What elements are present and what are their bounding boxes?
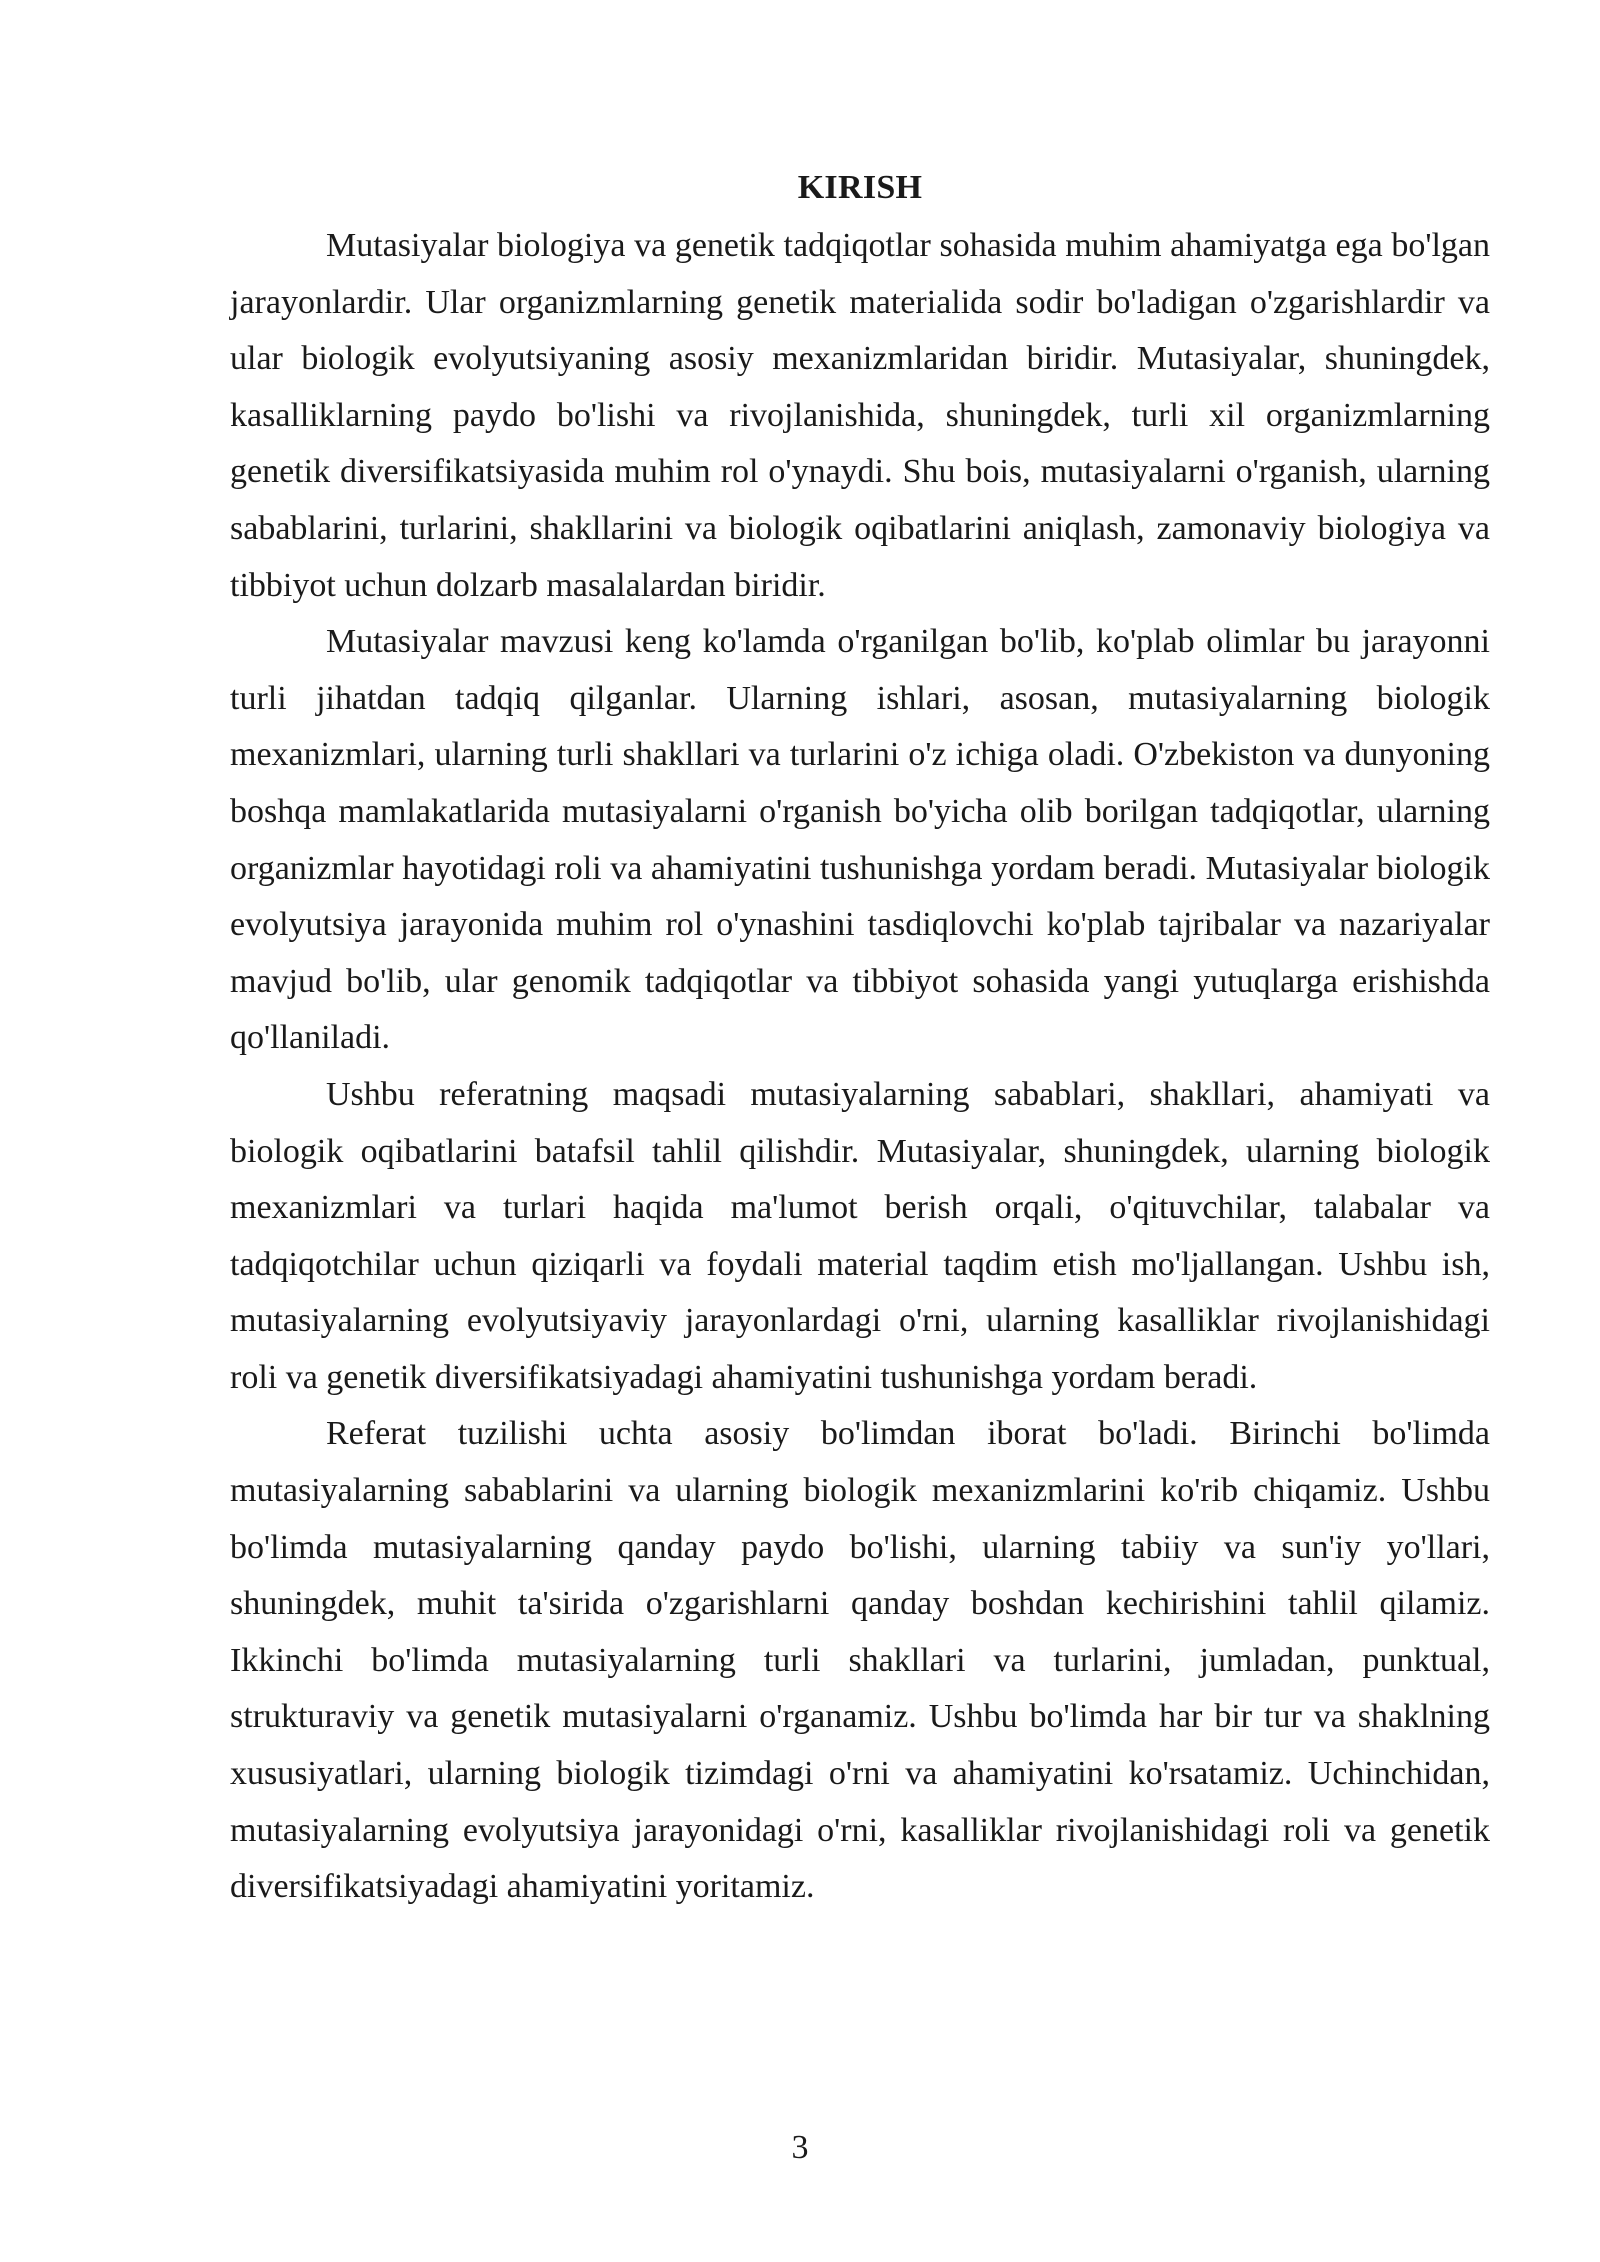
paragraph-1: Mutasiyalar biologiya va genetik tadqiqotlar sohasida muhim ahamiyatga ega bo'lgan jarayonlardir. Ular organizmlarning genetik materialida sodir bo'ladigan o'zgarishlardir va ular biologik evolyutsiyaning asosiy mexanizmlaridan biridir. Mutasiyalar, shuningdek, kasalliklarning paydo bo'lishi va rivojlanishida, shuningdek, turli xil organizmlarning genetik diversifikatsiyasida muhim rol o'ynaydi. Shu bois, mutasiyalarni o'rganish, ularning sabablarini, turlarini, shakllarini va biologik oqibatlarini aniqlash, zamonaviy biologiya va tibbiyot uchun dolzarb masalalardan biridir. xyxy=(230,227,1490,604)
page-title: KIRISH xyxy=(797,169,923,206)
page-number: 3 xyxy=(791,2129,809,2166)
paragraph-3: Ushbu referatning maqsadi mutasiyalarning sabablari, shakllari, ahamiyati va biologik oqibatlarini batafsil tahlil qilishdir. Mutasiyalar, shuningdek, ularning biologik mexanizmlari va turlari haqida ma'lumot berish orqali, o'qituvchilar, talabalar va tadqiqotchilar uchun qiziqarli va foydali material taqdim etish mo'ljallangan. Ushbu ish, mutasiyalarning evolyutsiyaviy jarayonlardagi o'rni, ularning kasalliklar rivojlanishidagi roli va genetik diversifikatsiyadagi ahamiyatini tushunishga yordam beradi. xyxy=(230,1075,1490,1396)
paragraph-2: Mutasiyalar mavzusi keng ko'lamda o'rganilgan bo'lib, ko'plab olimlar bu jarayonni turli jihatdan tadqiq qilganlar. Ularning ishlari, asosan, mutasiyalarning biologik mexanizmlari, ularning turli shakllari va turlarini o'z ichiga oladi. O'zbekiston va dunyoning boshqa mamlakatlarida mutasiyalarni o'rganish bo'yicha olib borilgan tadqiqotlar, ularning organizmlar hayotidagi roli va ahamiyatini tushunishga yordam beradi. Mutasiyalar biologik evolyutsiya jarayonida muhim rol o'ynashini tasdiqlovchi ko'plab tajribalar va nazariyalar mavjud bo'lib, ular genomik tadqiqotlar va tibbiyot sohasida yangi yutuqlarga erishishda qo'llaniladi. xyxy=(230,623,1490,1057)
document-page xyxy=(230,160,1490,1916)
paragraph-4: Referat tuzilishi uchta asosiy bo'limdan iborat bo'ladi. Birinchi bo'limda mutasiyalarning sabablarini va ularning biologik mexanizmlarini ko'rib chiqamiz. Ushbu bo'limda mutasiyalarning qanday paydo bo'lishi, ularning tabiiy va sun'iy yo'llari, shuningdek, muhit ta'sirida o'zgarishlarni qanday boshdan kechirishini tahlil qilamiz. Ikkinchi bo'limda mutasiyalarning turli shakllari va turlarini, jumladan, punktual, strukturaviy va genetik mutasiyalarni o'rganamiz. Ushbu bo'limda har bir tur va shaklning xususiyatlari, ularning biologik tizimdagi o'rni va ahamiyatini ko'rsatamiz. Uchinchidan, mutasiyalarning evolyutsiya jarayonidagi o'rni, kasalliklar rivojlanishidagi roli va genetik diversifikatsiyadagi ahamiyatini yoritamiz. xyxy=(230,1415,1490,1906)
